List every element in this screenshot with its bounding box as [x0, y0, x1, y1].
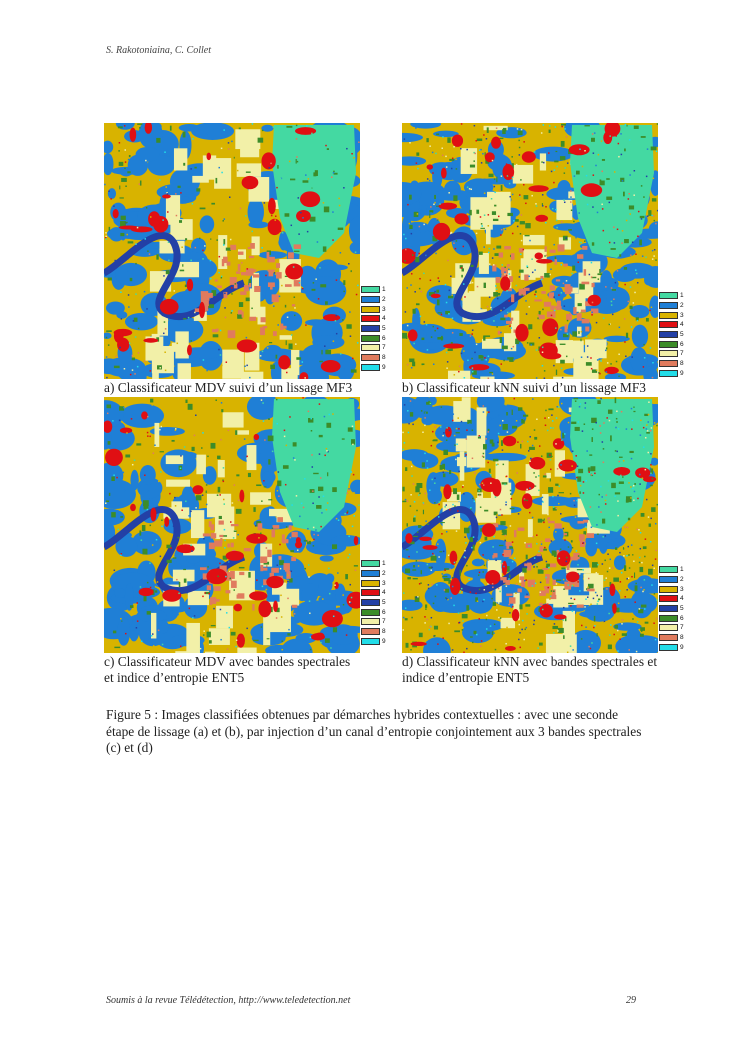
legend-swatch — [361, 306, 380, 313]
caption-d-line2: indice d’entropie ENT5 — [402, 670, 530, 685]
legend-class-number: 7 — [382, 618, 386, 626]
legend-class-number: 4 — [680, 595, 684, 603]
legend-item — [659, 330, 685, 340]
legend-class-number: 8 — [680, 634, 684, 642]
caption-c-line1: c) Classificateur MDV avec bandes spectrales — [104, 654, 351, 669]
caption-b-line1: b) Classificateur kNN suivi d’un lissage MF3 — [402, 380, 646, 395]
legend-swatch — [361, 364, 380, 371]
legend-swatch — [659, 595, 678, 602]
legend-item — [361, 617, 387, 627]
legend-class-number: 7 — [680, 350, 684, 358]
legend-item — [361, 559, 387, 569]
legend-class-number: 9 — [382, 363, 386, 371]
caption-a — [104, 380, 352, 396]
legend-class-number: 9 — [680, 369, 684, 377]
page-number: 29 — [626, 995, 636, 1006]
legend-swatch — [659, 302, 678, 309]
legend-swatch — [361, 315, 380, 322]
panel-b — [402, 123, 692, 379]
legend-item — [361, 343, 387, 353]
legend-item — [659, 339, 685, 349]
classified-map-image-d — [402, 397, 658, 653]
legend-swatch — [361, 589, 380, 596]
figure-caption: Figure 5 : Images classifiées obtenues par démarches hybrides contextuelles : avec une seconde étape de lissage (a) et (b), par injection d’un canal d’entropie conjointement aux 3 bandes spectrales (c) et (d) — [106, 707, 642, 755]
legend-swatch — [361, 286, 380, 293]
legend-swatch — [361, 560, 380, 567]
legend-swatch — [361, 570, 380, 577]
legend-swatch — [361, 609, 380, 616]
legend-class-number: 9 — [680, 643, 684, 651]
legend-item — [361, 588, 387, 598]
footer-journal: Soumis à la revue Télédétection, http://www.teledetection.net — [106, 995, 351, 1006]
legend-a — [361, 285, 387, 372]
legend-item — [361, 324, 387, 334]
legend-swatch — [659, 576, 678, 583]
panel-d — [402, 397, 692, 653]
legend-item — [361, 295, 387, 305]
legend-swatch — [659, 644, 678, 651]
legend-swatch — [361, 638, 380, 645]
legend-class-number: 6 — [680, 340, 684, 348]
legend-item — [659, 320, 685, 330]
legend-item — [659, 643, 685, 653]
legend-class-number: 4 — [382, 589, 386, 597]
legend-item — [659, 291, 685, 301]
legend-item — [659, 584, 685, 594]
legend-swatch — [361, 618, 380, 625]
legend-item — [659, 565, 685, 575]
classified-map-image-a — [104, 123, 360, 379]
legend-swatch — [659, 360, 678, 367]
legend-class-number: 6 — [382, 608, 386, 616]
legend-item — [659, 359, 685, 369]
legend-item — [361, 607, 387, 617]
legend-b — [659, 291, 685, 378]
legend-swatch — [659, 586, 678, 593]
legend-item — [361, 363, 387, 373]
legend-swatch — [361, 325, 380, 332]
panel-c — [104, 397, 394, 653]
legend-class-number: 6 — [382, 334, 386, 342]
legend-item — [659, 575, 685, 585]
legend-swatch — [659, 292, 678, 299]
caption-d-line1: d) Classificateur kNN avec bandes spectrales et — [402, 654, 658, 669]
classified-map-image-b — [402, 123, 658, 379]
legend-item — [361, 569, 387, 579]
legend-swatch — [361, 580, 380, 587]
legend-item — [361, 285, 387, 295]
legend-item — [361, 627, 387, 637]
legend-class-number: 6 — [680, 614, 684, 622]
caption-c-line2: et indice d’entropie ENT5 — [104, 670, 245, 685]
legend-swatch — [361, 354, 380, 361]
legend-swatch — [659, 350, 678, 357]
legend-swatch — [361, 628, 380, 635]
legend-class-number: 8 — [382, 354, 386, 362]
legend-item — [361, 637, 387, 647]
legend-item — [361, 333, 387, 343]
legend-class-number: 2 — [382, 570, 386, 578]
caption-a-line1: a) Classificateur MDV suivi d’un lissage MF3 — [104, 380, 353, 395]
legend-swatch — [659, 331, 678, 338]
legend-item — [361, 314, 387, 324]
legend-d — [659, 565, 685, 652]
classified-map-image-c — [104, 397, 360, 653]
legend-item — [659, 613, 685, 623]
legend-swatch — [361, 599, 380, 606]
legend-class-number: 7 — [382, 344, 386, 352]
legend-swatch — [659, 615, 678, 622]
legend-item — [659, 310, 685, 320]
legend-item — [659, 369, 685, 379]
legend-swatch — [659, 624, 678, 631]
legend-class-number: 4 — [382, 315, 386, 323]
legend-item — [659, 301, 685, 311]
legend-item — [659, 633, 685, 643]
caption-b — [402, 380, 646, 396]
panel-a — [104, 123, 394, 379]
legend-swatch — [659, 634, 678, 641]
legend-class-number: 4 — [680, 321, 684, 329]
legend-class-number: 5 — [680, 605, 684, 613]
legend-class-number: 5 — [382, 599, 386, 607]
legend-swatch — [361, 335, 380, 342]
legend-class-number: 3 — [680, 311, 684, 319]
legend-item — [659, 594, 685, 604]
legend-swatch — [659, 370, 678, 377]
legend-swatch — [659, 566, 678, 573]
legend-class-number: 8 — [680, 360, 684, 368]
running-head-authors: S. Rakotoniaina, C. Collet — [106, 45, 211, 56]
legend-class-number: 8 — [382, 628, 386, 636]
legend-item — [659, 349, 685, 359]
legend-item — [361, 304, 387, 314]
legend-class-number: 1 — [382, 286, 386, 294]
legend-class-number: 1 — [382, 560, 386, 568]
legend-swatch — [659, 341, 678, 348]
legend-swatch — [659, 312, 678, 319]
legend-class-number: 9 — [382, 637, 386, 645]
legend-class-number: 1 — [680, 566, 684, 574]
legend-class-number: 5 — [680, 331, 684, 339]
legend-class-number: 2 — [680, 302, 684, 310]
legend-item — [361, 578, 387, 588]
legend-class-number: 5 — [382, 325, 386, 333]
legend-class-number: 7 — [680, 624, 684, 632]
legend-item — [361, 598, 387, 608]
legend-item — [659, 604, 685, 614]
caption-d — [402, 654, 657, 686]
legend-class-number: 3 — [382, 579, 386, 587]
legend-class-number: 2 — [680, 576, 684, 584]
legend-swatch — [361, 296, 380, 303]
legend-item — [659, 623, 685, 633]
legend-swatch — [659, 605, 678, 612]
legend-swatch — [659, 321, 678, 328]
legend-class-number: 1 — [680, 292, 684, 300]
legend-item — [361, 353, 387, 363]
legend-class-number: 2 — [382, 296, 386, 304]
legend-class-number: 3 — [382, 305, 386, 313]
caption-c — [104, 654, 350, 686]
legend-class-number: 3 — [680, 585, 684, 593]
legend-swatch — [361, 344, 380, 351]
legend-c — [361, 559, 387, 646]
